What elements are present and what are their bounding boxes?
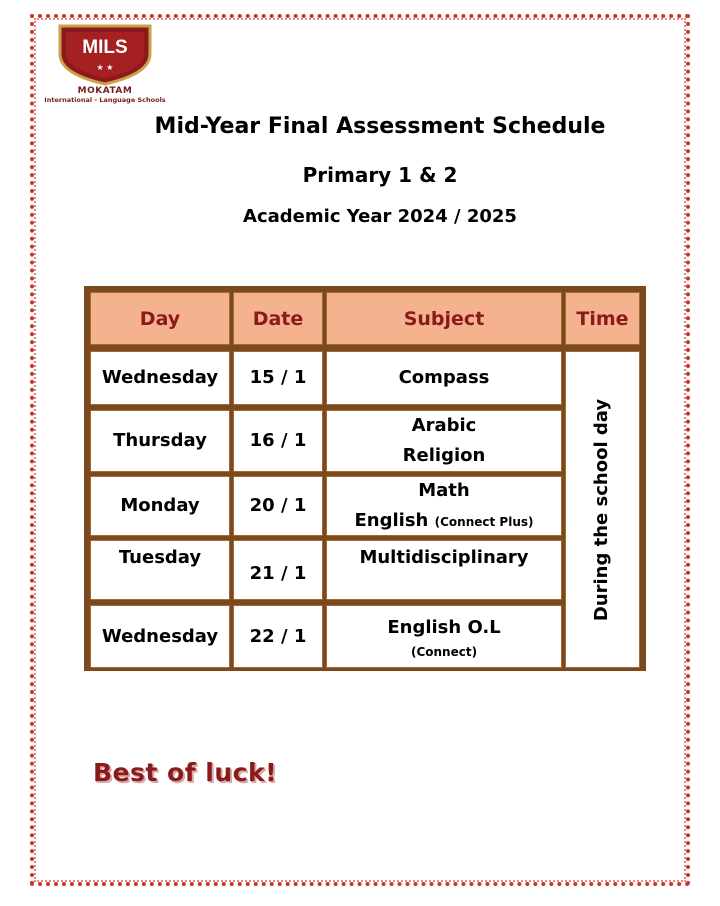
row-1-subject: Compass (326, 351, 562, 405)
header-date: Date (233, 292, 323, 345)
row-5-subject (326, 605, 562, 668)
header-day: Day (90, 292, 230, 345)
row-4-date: 21 / 1 (233, 540, 323, 600)
row-2-subject-line-1: Arabic (411, 415, 477, 436)
row-3-day: Monday (90, 476, 230, 536)
svg-text:★ ★: ★ ★ (96, 63, 114, 72)
row-5-date: 22 / 1 (233, 605, 323, 668)
row-3-subject-note: (Connect Plus) (434, 514, 534, 529)
row-2-subject-line-2: Religion (402, 445, 486, 466)
row-1-date: 15 / 1 (233, 351, 323, 405)
row-3-date: 20 / 1 (233, 476, 323, 536)
schedule-table (84, 286, 646, 671)
row-5-day: Wednesday (90, 605, 230, 668)
row-2-subject (326, 410, 562, 472)
time-cell (565, 351, 640, 668)
row-3-subject-line-1: Math (418, 479, 470, 501)
grade-subtitle: Primary 1 & 2 (302, 163, 458, 187)
logo-subtitle: International - Language Schools (44, 96, 166, 104)
row-5-subject-line-1: English O.L (387, 616, 501, 638)
row-5-subject-note: (Connect) (410, 644, 478, 659)
row-4-subject: Multidisciplinary (326, 540, 562, 600)
school-logo (40, 24, 170, 114)
closing-message: Best of luck! (93, 758, 278, 787)
row-2-date: 16 / 1 (233, 410, 323, 472)
logo-brand-text: MILS (82, 37, 128, 58)
header-subject: Subject (326, 292, 562, 345)
row-3-subject-line-2-text: English (354, 509, 429, 531)
row-2-day: Thursday (90, 410, 230, 472)
row-4-day: Tuesday (90, 540, 230, 600)
row-3-subject-line-2 (354, 506, 533, 537)
time-note: During the school day (591, 398, 613, 621)
academic-year: Academic Year 2024 / 2025 (243, 206, 517, 227)
page-title: Mid-Year Final Assessment Schedule (154, 114, 606, 139)
logo-name: MOKATAM (77, 86, 133, 96)
row-1-day: Wednesday (90, 351, 230, 405)
header-time: Time (565, 292, 640, 345)
shield-logo-icon (56, 24, 154, 86)
row-3-subject (326, 476, 562, 536)
